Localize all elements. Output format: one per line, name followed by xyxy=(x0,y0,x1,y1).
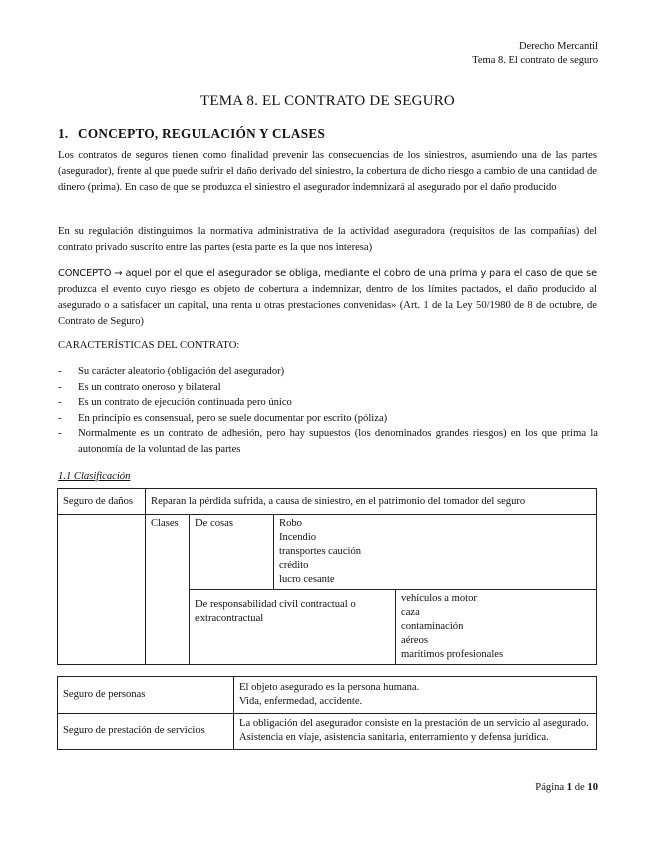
list-item: caza xyxy=(401,607,420,618)
list-item xyxy=(58,364,598,380)
list-item: crédito xyxy=(279,560,309,571)
current-page-number: 1 xyxy=(566,782,573,793)
seguro-danos-label: Seguro de daños xyxy=(58,489,146,515)
list-item-text: En principio es consensual, pero se suele documentar por escrito (póliza) xyxy=(78,412,388,424)
concepto-rest: produzca el evento cuyo riesgo es objeto de cobertura a indemnizar, dentro de los límites pactados, el daño producido al asegurado o a satisfacer un capital, una renta u otras prestaciones convenidas» (Art. 1 de la Ley 50/1980 de 8 de octubre, de Contrato de Seguro) xyxy=(58,284,597,327)
concepto-lead: CONCEPTO → aquel por el que el asegurador se obliga, mediante el cobro de una prima y para el caso de que se xyxy=(58,268,597,279)
paragraph-concepto xyxy=(58,266,597,330)
bullet-dash: - xyxy=(58,412,62,424)
responsabilidad-civil-items xyxy=(396,590,597,665)
bullet-dash: - xyxy=(58,381,62,393)
list-item xyxy=(58,380,598,396)
list-item: Robo xyxy=(279,518,302,529)
page-label: Página xyxy=(535,782,565,793)
de-cosas-items xyxy=(274,515,597,590)
list-item: aéreos xyxy=(401,635,429,646)
header-topic: Tema 8. El contrato de seguro xyxy=(472,55,598,66)
running-header xyxy=(472,40,598,68)
seguro-danos-description: Reparan la pérdida sufrida, a causa de siniestro, en el patrimonio del tomador del seguro xyxy=(146,489,597,515)
servicios-line-2: Asistencia en viaje, asistencia sanitaria, enterramiento y defensa jurídica. xyxy=(239,732,549,744)
page-footer xyxy=(535,782,598,793)
clases-label: Clases xyxy=(146,515,190,665)
classification-table-personas-servicios xyxy=(57,676,597,750)
list-item-text: Su carácter aleatorio (obligación del asegurador) xyxy=(78,366,285,377)
seguro-personas-label: Seguro de personas xyxy=(58,677,234,714)
seguro-personas-description xyxy=(234,677,597,714)
characteristics-list xyxy=(58,364,598,457)
list-item: marítimos profesionales xyxy=(401,649,504,660)
responsabilidad-civil-label: De responsabilidad civil contractual o extracontractual xyxy=(190,590,396,665)
list-item: contaminación xyxy=(401,621,464,632)
list-item-text: Normalmente es un contrato de adhesión, pero hay supuestos (los denominados grandes riesgos) en los que prima la autonomía de la voluntad de las partes xyxy=(78,428,598,455)
classification-table-danos xyxy=(57,488,597,665)
list-item-text: Es un contrato oneroso y bilateral xyxy=(78,381,221,393)
list-item-text: Es un contrato de ejecución continuada pero único xyxy=(78,397,292,408)
list-item xyxy=(58,426,598,457)
seguro-servicios-label: Seguro de prestación de servicios xyxy=(58,713,234,750)
list-item: lucro cesante xyxy=(279,574,335,585)
header-subject: Derecho Mercantil xyxy=(518,41,598,52)
servicios-line-1: La obligación del asegurador consiste en la prestación de un servicio al asegurado. xyxy=(239,718,589,730)
list-item xyxy=(58,395,598,411)
de-cosas-label: De cosas xyxy=(190,515,274,590)
bullet-dash: - xyxy=(58,397,62,408)
section-heading xyxy=(58,126,325,142)
bullet-dash: - xyxy=(58,428,62,439)
empty-cell xyxy=(58,515,146,665)
personas-line-1: El objeto asegurado es la persona humana. xyxy=(239,681,420,693)
section-title-text: CONCEPTO, REGULACIÓN Y CLASES xyxy=(78,126,326,141)
personas-line-2: Vida, enfermedad, accidente. xyxy=(239,695,363,707)
section-number: 1. xyxy=(58,126,69,141)
bullet-dash: - xyxy=(58,366,62,377)
characteristics-heading: CARACTERÍSTICAS DEL CONTRATO: xyxy=(58,340,240,351)
paragraph-regulacion: En su regulación distinguimos la normativa administrativa de la actividad aseguradora (requisitos de las compañías) del contrato privado suscrito entre las partes (esta parte es la que nos interesa) xyxy=(58,226,597,253)
subsection-heading: 1.1 Clasificación xyxy=(58,471,131,482)
list-item: Incendio xyxy=(279,532,317,543)
list-item: vehículos a motor xyxy=(401,593,477,604)
document-title: TEMA 8. EL CONTRATO DE SEGURO xyxy=(200,93,455,109)
list-item: transportes caución xyxy=(279,546,362,557)
list-item xyxy=(58,411,598,427)
page-separator: de xyxy=(574,782,585,793)
seguro-servicios-description xyxy=(234,713,597,750)
paragraph-finalidad: Los contratos de seguros tienen como finalidad prevenir las consecuencias de los siniestros, asumiendo una de las partes (asegurador), frente al que puede sufrir el daño derivado del siniestro, la cobertura de dicho riesgo a cambio de una cantidad de dinero (prima). En caso de que se produzca el siniestro el asegurador indemnizará al asegurado por el daño producido xyxy=(58,150,597,193)
total-pages: 10 xyxy=(587,782,598,793)
